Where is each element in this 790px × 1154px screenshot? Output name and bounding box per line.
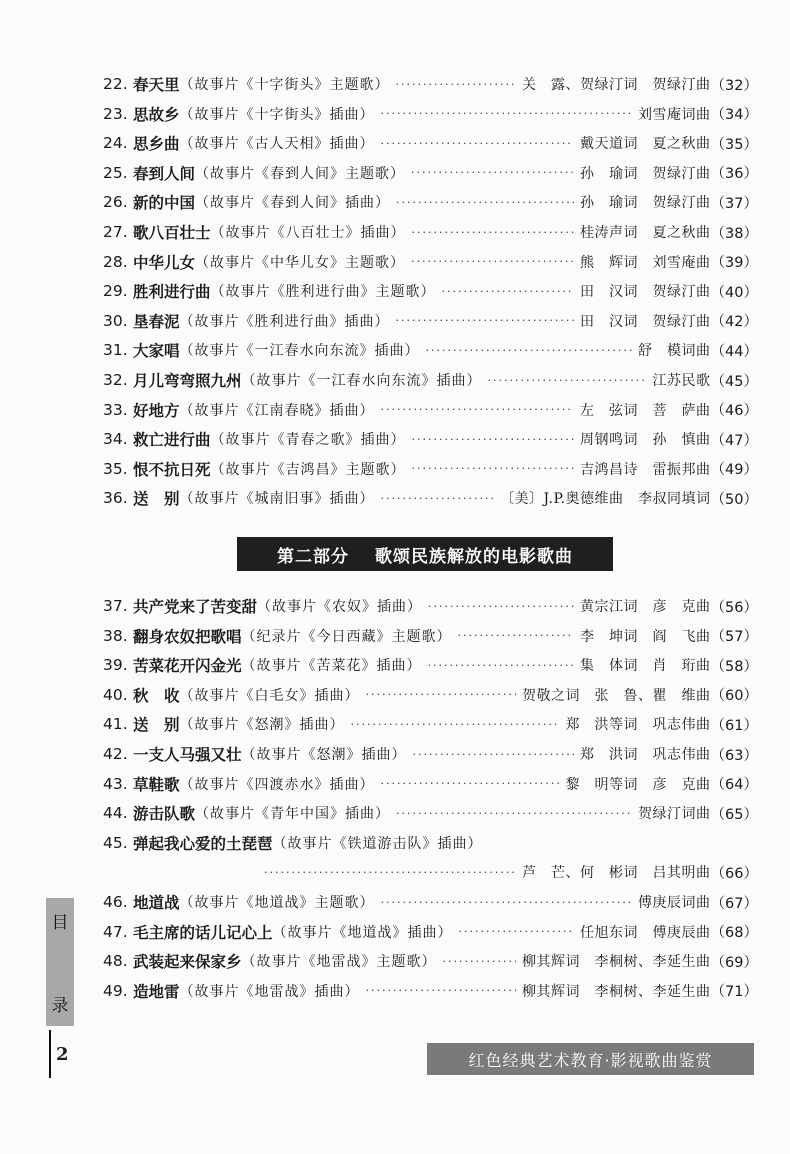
- credits: 李 坤词 阎 飞曲: [580, 628, 711, 645]
- credits: 左 弦词 菩 萨曲: [580, 402, 711, 419]
- side-rule: [49, 1030, 51, 1078]
- leader-dots: [396, 314, 575, 327]
- film-source: （故事片《白毛女》插曲）: [179, 687, 360, 704]
- film-source: （故事片《青年中国》插曲）: [195, 806, 391, 823]
- film-source: （故事片《怒潮》插曲）: [241, 747, 407, 763]
- song-title: 中华儿女: [133, 253, 196, 272]
- book-title-footer: 红色经典艺术教育·影视歌曲鉴赏: [427, 1043, 754, 1075]
- toc-entry[interactable]: [103, 829, 758, 857]
- entry-number: 28.: [103, 252, 128, 271]
- toc-entry[interactable]: [103, 307, 758, 335]
- credits: 戴天道词 夏之秋曲: [580, 136, 711, 153]
- entry-number: 37.: [103, 597, 128, 615]
- entry-number: 38.: [103, 626, 128, 645]
- toc-entry[interactable]: [103, 366, 758, 394]
- credits: 舒 模词曲: [638, 343, 711, 360]
- film-source: （故事片《城南旧事》插曲）: [179, 491, 375, 508]
- entry-number: 30.: [103, 311, 128, 330]
- side-tab-char: 目: [51, 913, 69, 933]
- credits: 贺绿汀词曲: [638, 806, 711, 823]
- film-source: （故事片《铁道游击队》插曲）: [272, 835, 483, 852]
- toc-entry[interactable]: [103, 129, 758, 157]
- film-source: （故事片《青春之歌》插曲）: [210, 432, 406, 449]
- credits: 田 汉词 贺绿汀曲: [580, 284, 711, 301]
- leader-dots: [412, 226, 575, 239]
- film-source: （故事片《地雷战》主题歌）: [241, 954, 437, 971]
- film-source: （故事片《江南春晓》插曲）: [179, 402, 375, 419]
- side-tab-char: 录: [51, 996, 69, 1016]
- leader-dots: [366, 984, 517, 997]
- film-source: （故事片《地雷战》插曲）: [179, 983, 360, 1000]
- song-title: 垦春泥: [133, 312, 180, 331]
- toc-entry-continuation: [103, 858, 758, 886]
- page-ref: （68）: [710, 925, 758, 942]
- song-title: 救亡进行曲: [133, 431, 211, 450]
- leader-dots: [428, 600, 574, 613]
- section-title: 歌颂民族解放的电影歌曲: [375, 546, 573, 567]
- toc-entry[interactable]: [103, 277, 758, 305]
- leader-dots: [396, 196, 574, 209]
- film-source: （故事片《中华儿女》主题歌）: [195, 254, 406, 271]
- song-title: 秋 收: [133, 686, 180, 705]
- page-ref: （36）: [710, 166, 758, 183]
- film-source: （故事片《十字街头》插曲）: [179, 106, 375, 123]
- credits: 任旭东词 傅庚辰曲: [580, 924, 711, 941]
- film-source: （故事片《春到人间》插曲）: [195, 195, 391, 212]
- leader-dots: [381, 403, 575, 416]
- song-title: 苦菜花开闪金光: [133, 657, 242, 676]
- song-title: 思故乡: [133, 105, 180, 124]
- song-title: 弹起我心爱的土琵琶: [133, 834, 273, 853]
- film-source: （纪录片《今日西藏》主题歌）: [241, 628, 452, 645]
- entry-number: 29.: [103, 282, 128, 301]
- page-ref: （63）: [710, 747, 758, 764]
- song-title: 翻身农奴把歌唱: [133, 627, 242, 646]
- entry-number: 48.: [103, 952, 128, 971]
- leader-dots: [381, 137, 575, 150]
- song-title: 歌八百壮士: [133, 224, 211, 242]
- entry-number: 27.: [103, 223, 128, 241]
- section-heading: [237, 537, 613, 571]
- song-title: 胜利进行曲: [133, 283, 211, 302]
- credits: 熊 辉词 刘雪庵曲: [580, 254, 711, 271]
- page-ref: （40）: [710, 284, 758, 301]
- leader-dots: [411, 166, 574, 179]
- credits: 〔美〕J.P.奥德维曲 李叔同填词: [500, 491, 711, 508]
- film-source: （故事片《胜利进行曲》主题歌）: [210, 284, 436, 301]
- entry-number: 47.: [103, 922, 128, 941]
- leader-dots: [381, 777, 560, 790]
- page-ref: （39）: [710, 255, 758, 272]
- entry-number: 22.: [103, 75, 128, 93]
- entry-number: 41.: [103, 715, 128, 734]
- leader-dots: [366, 688, 517, 701]
- film-source: （故事片《农奴》插曲）: [257, 599, 423, 615]
- page-ref: （67）: [710, 895, 758, 912]
- leader-dots: [458, 629, 575, 642]
- film-source: （故事片《古人天相》插曲）: [179, 136, 375, 153]
- toc-entry[interactable]: [103, 947, 758, 975]
- toc-entry[interactable]: [103, 425, 758, 453]
- contents-side-tab: [46, 898, 74, 1026]
- credits: 刘雪庵词曲: [638, 106, 711, 123]
- toc-entry[interactable]: [103, 681, 758, 709]
- entry-number: 44.: [103, 804, 128, 823]
- song-title: 共产党来了苦变甜: [133, 598, 258, 616]
- leader-dots: [412, 433, 575, 446]
- toc-entry[interactable]: [103, 70, 758, 98]
- leader-dots: [488, 374, 647, 387]
- toc-entry[interactable]: [103, 799, 758, 827]
- song-title: 游击队歌: [133, 805, 196, 824]
- leader-dots: [428, 659, 575, 672]
- page-ref: （71）: [710, 984, 758, 1001]
- entry-number: 40.: [103, 685, 128, 704]
- page-ref: （47）: [710, 432, 758, 449]
- page-ref: （56）: [710, 599, 758, 616]
- entry-number: 34.: [103, 430, 128, 449]
- entry-number: 26.: [103, 193, 128, 212]
- leader-dots: [351, 718, 560, 731]
- toc-entry[interactable]: [103, 455, 758, 483]
- section-part-label: 第二部分: [277, 546, 349, 567]
- leader-dots: [442, 285, 575, 298]
- credits: 郑 洪等词 巩志伟曲: [565, 717, 711, 734]
- toc-entry[interactable]: [103, 770, 758, 798]
- credits: 柳其辉词 李桐树、李延生曲: [522, 954, 711, 971]
- film-source: （故事片《吉鸿昌》主题歌）: [210, 461, 406, 478]
- toc-entry[interactable]: [103, 918, 758, 946]
- song-title: 送 别: [133, 490, 180, 509]
- credits: 集 体词 肖 珩曲: [580, 658, 711, 675]
- entry-number: 36.: [103, 489, 128, 508]
- credits: 桂涛声词 夏之秋曲: [580, 225, 711, 241]
- leader-dots: [381, 896, 633, 909]
- page-ref: （65）: [710, 806, 758, 823]
- credits: 孙 瑜词 贺绿汀曲: [580, 165, 711, 182]
- toc-entry[interactable]: [103, 159, 758, 187]
- page-ref: （35）: [710, 136, 758, 153]
- entry-number: 49.: [103, 981, 128, 1000]
- film-source: （故事片《八百壮士》插曲）: [210, 225, 406, 241]
- entry-number: 45.: [103, 833, 128, 852]
- song-title: 春天里: [133, 76, 180, 94]
- film-source: （故事片《一江春水向东流》插曲）: [179, 343, 420, 360]
- leader-dots: [381, 492, 495, 505]
- toc-entry[interactable]: [103, 188, 758, 216]
- credits: 黄宗江词 彦 克曲: [580, 599, 711, 615]
- film-source: （故事片《胜利进行曲》插曲）: [179, 313, 390, 330]
- entry-number: 46.: [103, 893, 128, 911]
- song-title: 送 别: [133, 716, 180, 735]
- toc-entry[interactable]: [103, 248, 758, 276]
- page-number: 2: [56, 1044, 69, 1065]
- song-title: 一支人马强又壮: [133, 746, 242, 764]
- page-ref: （64）: [710, 777, 758, 794]
- film-source: （故事片《四渡赤水》插曲）: [179, 776, 375, 793]
- song-title: 地道战: [133, 894, 180, 912]
- film-source: （故事片《怒潮》插曲）: [179, 717, 345, 734]
- film-source: （故事片《春到人间》主题歌）: [195, 165, 406, 182]
- leader-dots: [443, 955, 517, 968]
- page-ref: （66）: [710, 865, 758, 882]
- leader-dots: [413, 748, 575, 761]
- entry-number: 42.: [103, 745, 128, 763]
- leader-dots: [396, 78, 517, 91]
- credits: 关 露、贺绿汀词 贺绿汀曲: [522, 77, 711, 93]
- song-title: 好地方: [133, 401, 180, 420]
- toc-entry[interactable]: [103, 336, 758, 364]
- toc-entry[interactable]: [103, 977, 758, 1005]
- toc-entry[interactable]: [103, 740, 758, 768]
- toc-entry[interactable]: [103, 622, 758, 650]
- page-ref: （44）: [710, 343, 758, 360]
- credits: 周钢鸣词 孙 慎曲: [580, 432, 711, 449]
- entry-number: 35.: [103, 459, 128, 478]
- leader-dots: [381, 107, 633, 120]
- song-title: 月儿弯弯照九州: [133, 372, 242, 390]
- entry-number: 23.: [103, 104, 128, 123]
- entry-number: 24.: [103, 134, 128, 153]
- toc-entry[interactable]: [103, 100, 758, 128]
- toc-entry[interactable]: [103, 888, 758, 916]
- song-title: 造地雷: [133, 982, 180, 1001]
- page-ref: （34）: [710, 107, 758, 124]
- toc-entry[interactable]: [103, 396, 758, 424]
- page-ref: （50）: [710, 491, 758, 508]
- film-source: （故事片《苦菜花》插曲）: [241, 658, 422, 675]
- entry-number: 31.: [103, 341, 128, 360]
- leader-dots: [426, 344, 633, 357]
- leader-dots: [459, 925, 575, 938]
- page-ref: （69）: [710, 954, 758, 971]
- film-source: （故事片《地道战》主题歌）: [179, 895, 375, 911]
- credits: 孙 瑜词 贺绿汀曲: [580, 195, 711, 212]
- page-ref: （61）: [710, 717, 758, 734]
- song-title: 恨不抗日死: [133, 460, 211, 479]
- leader-dots: [412, 462, 575, 475]
- page-ref: （42）: [710, 314, 758, 331]
- credits: 郑 洪词 巩志伟曲: [580, 747, 711, 763]
- film-source: （故事片《一江春水向东流》插曲）: [241, 373, 482, 389]
- toc-entry[interactable]: [103, 484, 758, 512]
- song-title: 大家唱: [133, 342, 180, 361]
- song-title: 武装起来保家乡: [133, 953, 242, 972]
- film-source: （故事片《十字街头》主题歌）: [179, 77, 390, 93]
- film-source: （故事片《地道战》插曲）: [272, 924, 453, 941]
- page-ref: （60）: [710, 688, 758, 705]
- credits: 柳其辉词 李桐树、李延生曲: [522, 983, 711, 1000]
- credits: 贺敬之词 张 鲁、瞿 维曲: [522, 687, 711, 704]
- credits: 江苏民歌: [652, 373, 711, 389]
- toc-entry[interactable]: [103, 592, 758, 620]
- toc-entry[interactable]: [103, 710, 758, 738]
- credits: 吉鸿昌诗 雷振邦曲: [580, 461, 711, 478]
- leader-dots: [264, 866, 514, 879]
- toc-entry[interactable]: [103, 651, 758, 679]
- page-ref: （38）: [710, 225, 758, 242]
- leader-dots: [396, 807, 632, 820]
- page-ref: （58）: [710, 658, 758, 675]
- page-ref: （32）: [710, 77, 758, 94]
- song-title: 新的中国: [133, 194, 196, 213]
- song-title: 草鞋歌: [133, 775, 180, 794]
- page-ref: （46）: [710, 403, 758, 420]
- credits: 黎 明等词 彦 克曲: [565, 776, 711, 793]
- entry-number: 32.: [103, 371, 128, 389]
- song-title: 春到人间: [133, 164, 196, 183]
- credits: 田 汉词 贺绿汀曲: [580, 313, 711, 330]
- credits: 傅庚辰词曲: [638, 895, 711, 911]
- song-title: 思乡曲: [133, 135, 180, 154]
- leader-dots: [411, 255, 574, 268]
- page-ref: （37）: [710, 195, 758, 212]
- page-ref: （57）: [710, 629, 758, 646]
- entry-number: 25.: [103, 163, 128, 182]
- page-ref: （49）: [710, 462, 758, 479]
- song-title: 毛主席的话儿记心上: [133, 923, 273, 942]
- page-ref: （45）: [710, 373, 758, 390]
- entry-number: 39.: [103, 656, 128, 675]
- credits: 芦 芒、何 彬词 吕其明曲: [522, 865, 711, 882]
- entry-number: 33.: [103, 400, 128, 419]
- entry-number: 43.: [103, 774, 128, 793]
- toc-entry[interactable]: [103, 218, 758, 246]
